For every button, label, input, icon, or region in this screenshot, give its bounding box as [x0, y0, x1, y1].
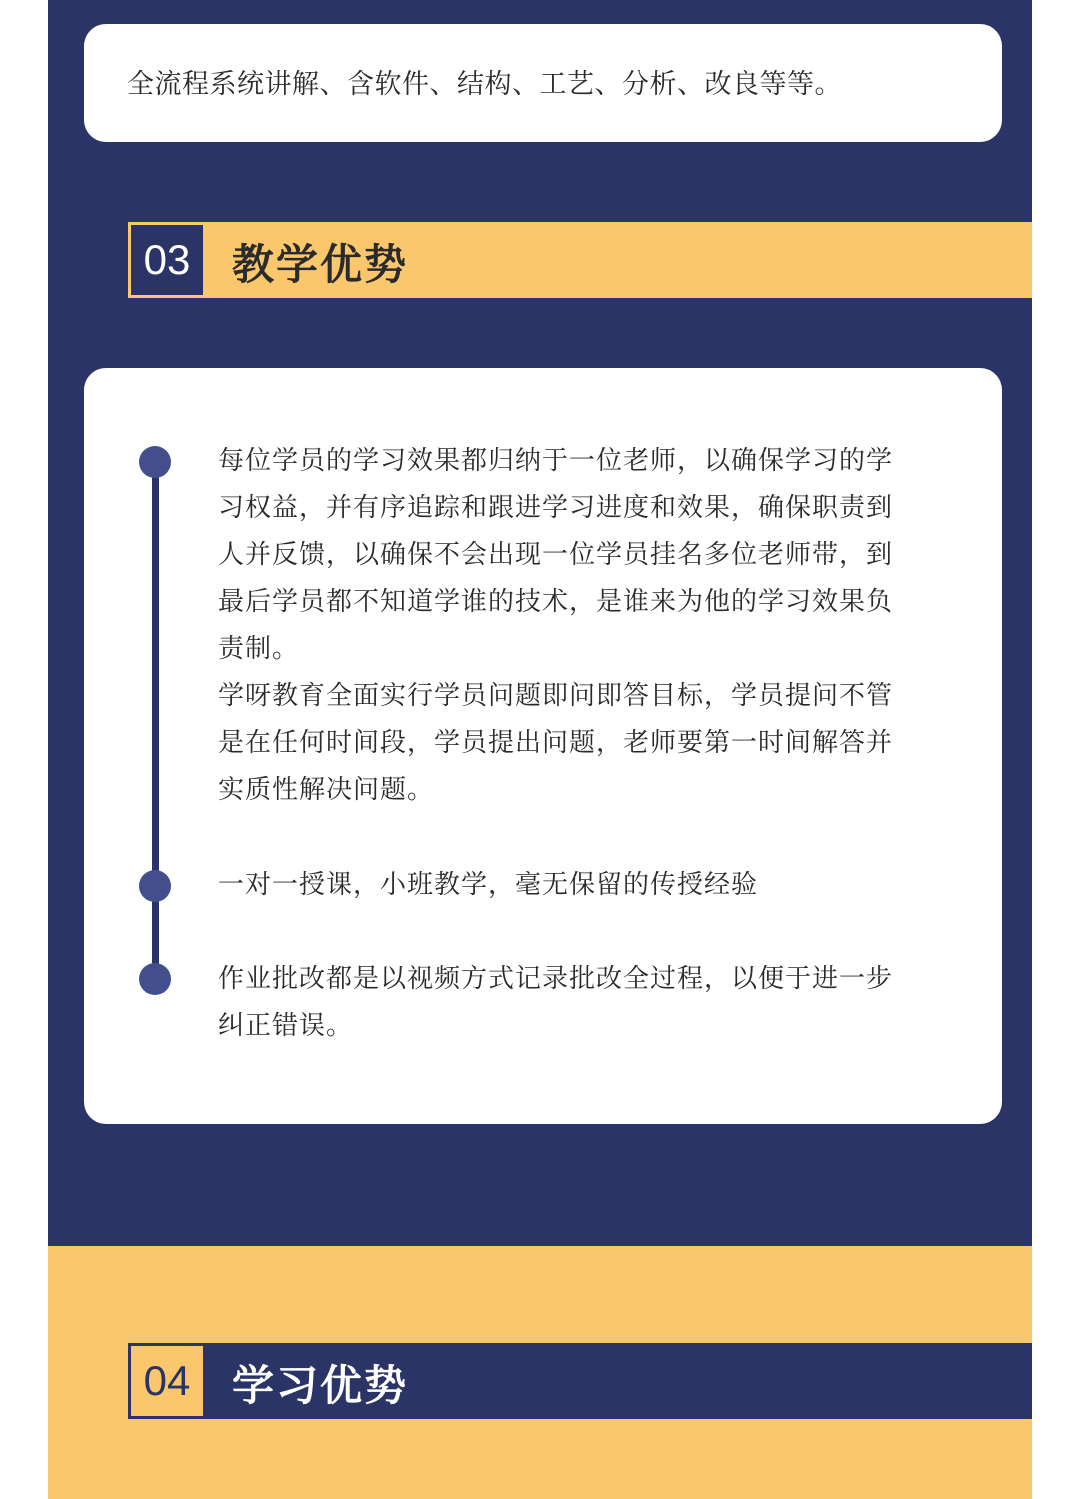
timeline-line: [152, 462, 159, 980]
section-number-box: 04: [128, 1343, 206, 1419]
intro-card: [84, 24, 1002, 142]
timeline-item-paragraph: 作业批改都是以视频方式记录批改全过程，以便于进一步纠正错误。: [218, 964, 894, 1041]
section-number-box: 03: [128, 222, 206, 298]
intro-card-text: 全流程系统讲解、含软件、结构、工艺、分析、改良等等。: [127, 69, 842, 100]
section-header-04: [128, 1343, 1032, 1419]
section-title: 学习优势: [232, 1361, 409, 1410]
timeline-item-3: [218, 956, 918, 1050]
section-header-03: [128, 222, 1032, 298]
timeline-dot-icon: [139, 870, 171, 902]
timeline-dot-icon: [139, 963, 171, 995]
timeline-item-paragraph: 一对一授课，小班教学，毫无保留的传授经验: [218, 870, 759, 900]
timeline-item-2: [218, 862, 918, 909]
section-title: 教学优势: [232, 240, 409, 289]
timeline-dot-icon: [139, 446, 171, 478]
timeline-item-paragraph: 每位学员的学习效果都归纳于一位老师，以确保学习的学习权益，并有序追踪和跟进学习进度和效果，确保职责到人并反馈，以确保不会出现一位学员挂名多位老师带，到最后学员都不知道学谁的技术，是谁来为他的学习效果负责制。: [218, 446, 894, 664]
timeline-item-paragraph: 学呀教育全面实行学员问题即问即答目标，学员提问不管是在任何时间段，学员提出问题，老师要第一时间解答并实质性解决问题。: [218, 681, 894, 805]
timeline-item-1: [218, 438, 918, 814]
